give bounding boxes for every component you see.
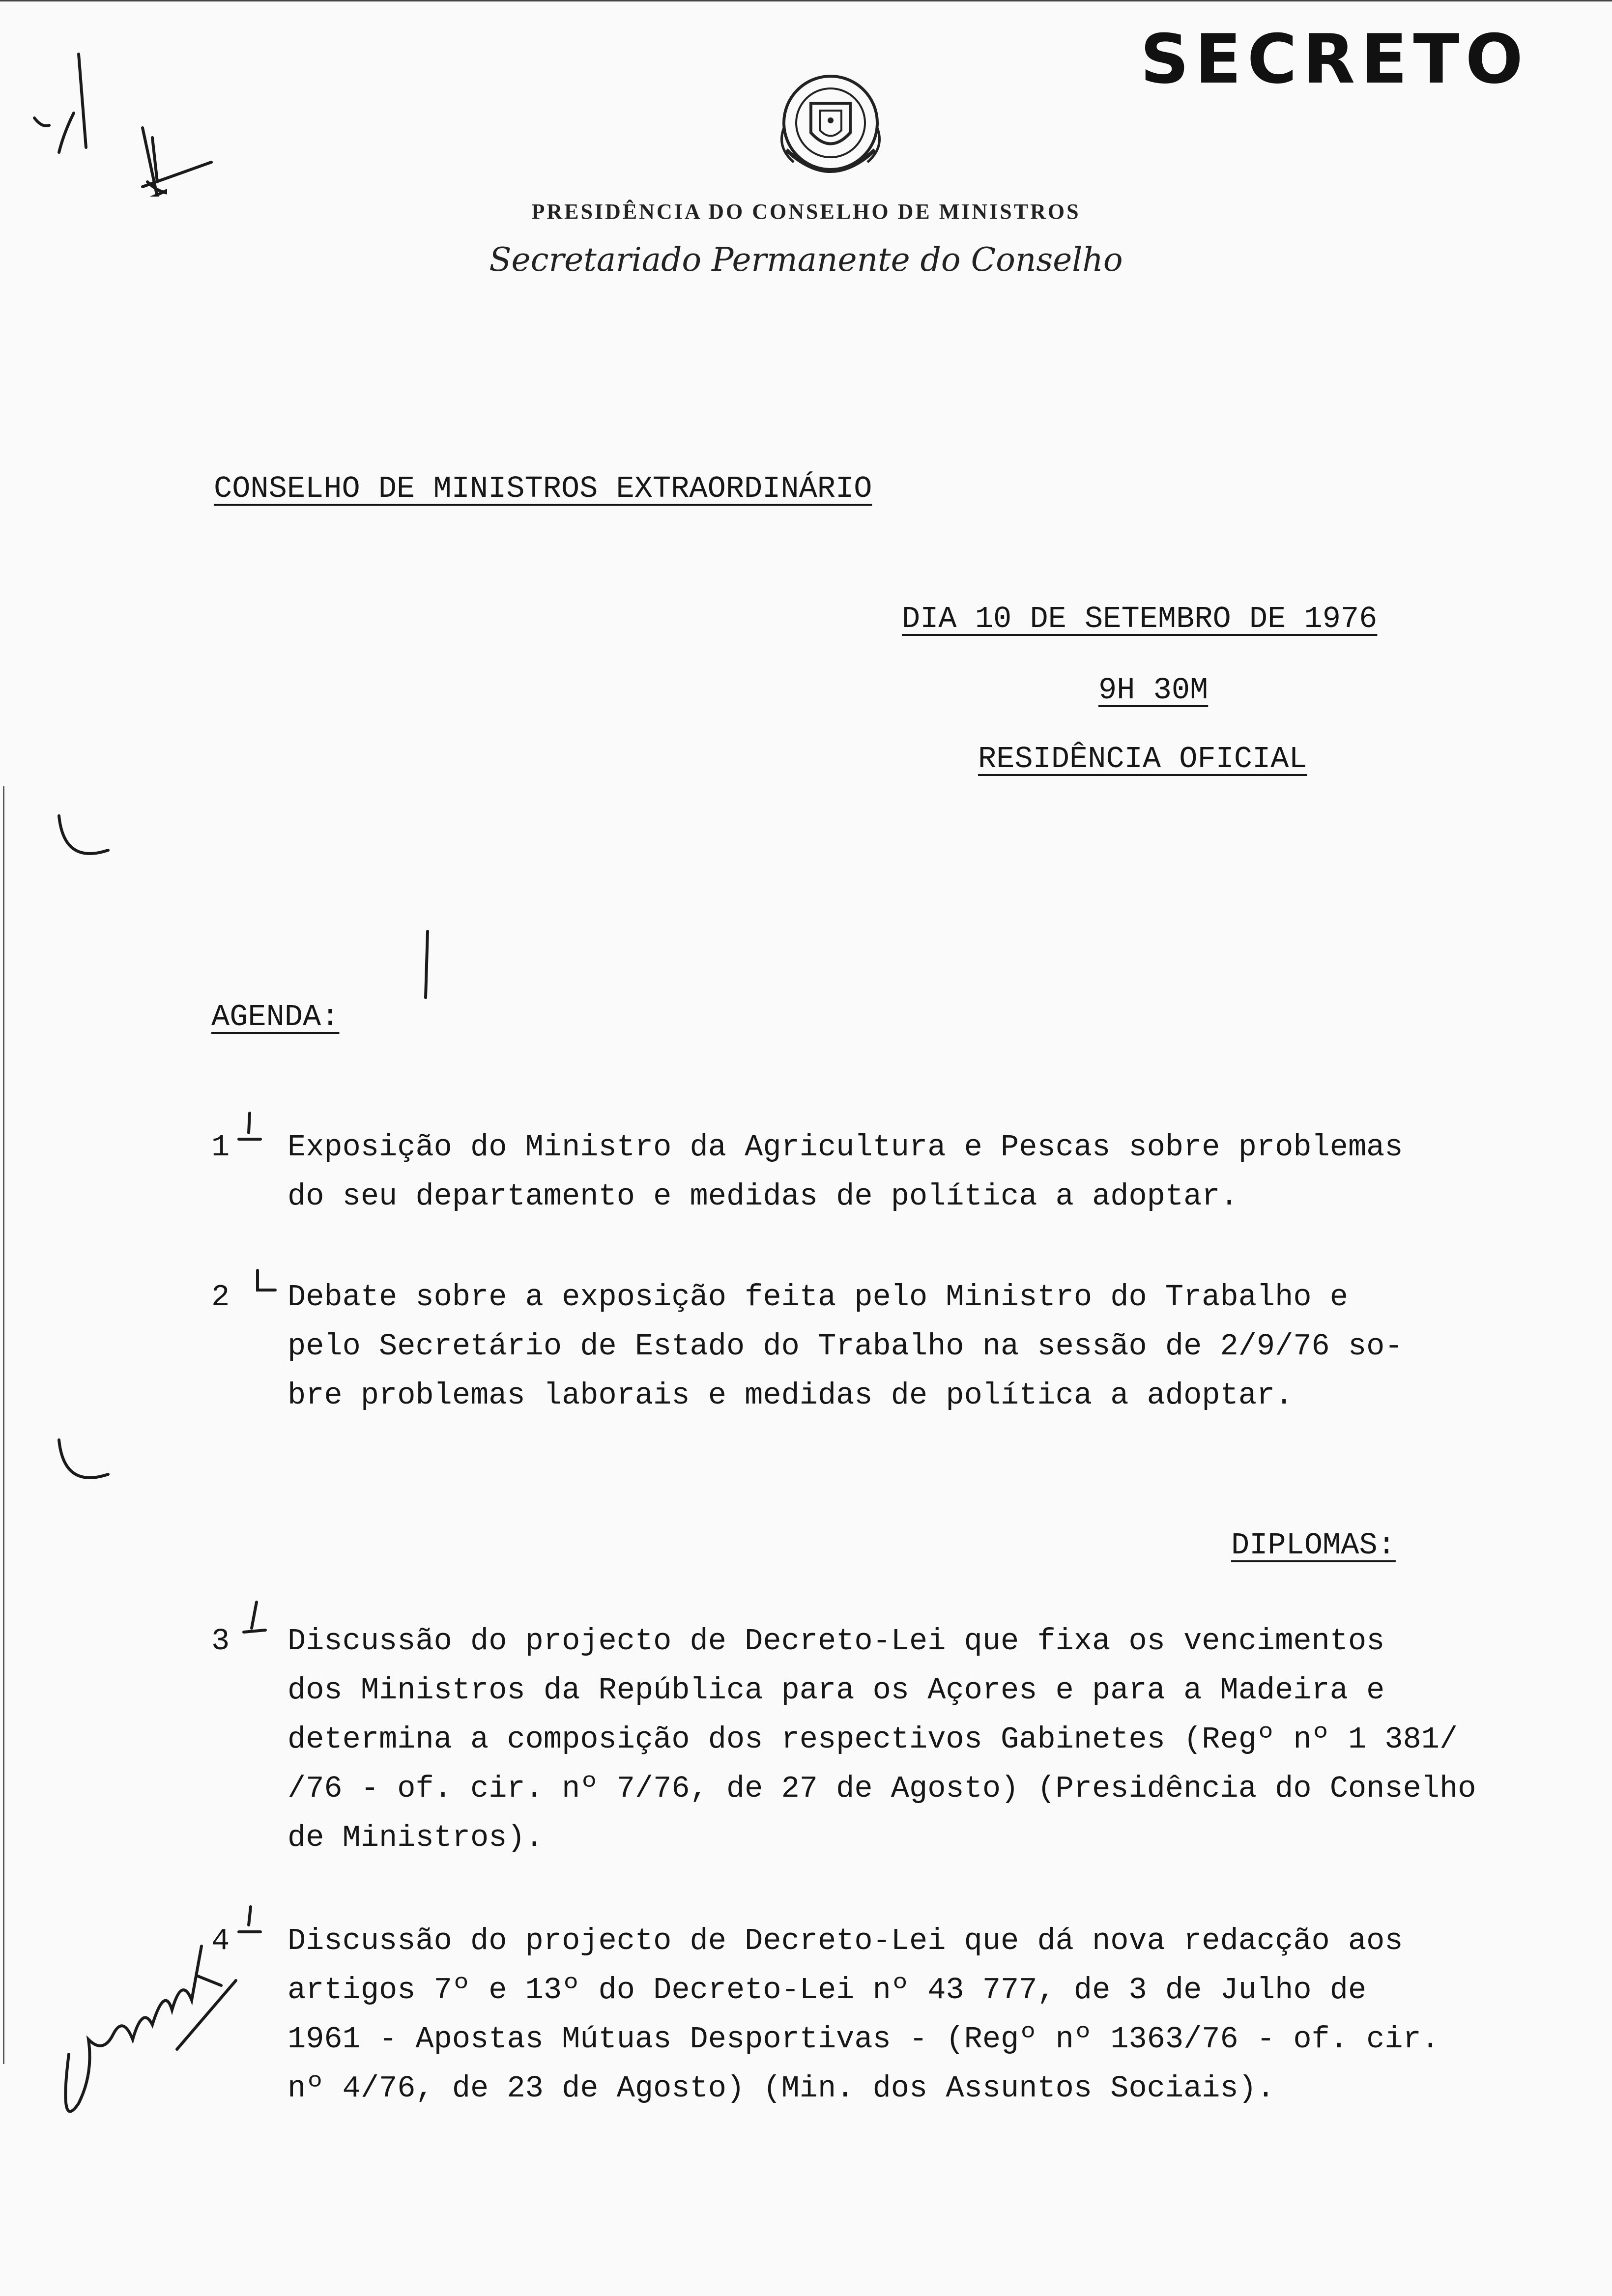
check-tick-icon [240, 1600, 269, 1649]
department-subtitle: Secretariado Permanente do Conselho [489, 241, 1123, 279]
page-top-edge [0, 0, 1612, 1]
item-number: 2 [211, 1280, 230, 1315]
item-text: Exposição do Ministro da Agricultura e Pescas sobre problemas do seu departamento e medidas de política a adoptar. [288, 1130, 1403, 1214]
check-tick-icon [250, 1268, 279, 1307]
agenda-heading: AGENDA: [211, 1000, 340, 1034]
check-tick-icon [235, 1111, 264, 1155]
meeting-location: RESIDÊNCIA OFICIAL [978, 742, 1307, 776]
item-number: 1 [211, 1130, 230, 1165]
handwritten-initial [128, 133, 216, 201]
coat-of-arms-emblem [767, 64, 894, 197]
item-number: 4 [211, 1923, 230, 1958]
meeting-time: 9H 30M [1098, 673, 1209, 708]
page-left-edge [3, 786, 4, 2064]
meeting-title: CONSELHO DE MINISTROS EXTRAORDINÁRIO [214, 471, 872, 506]
binder-hole-mark [49, 811, 118, 870]
institution-title: PRESIDÊNCIA DO CONSELHO DE MINISTROS [531, 200, 1081, 224]
item-text: Debate sobre a exposição feita pelo Ministro do Trabalho e pelo Secretário de Estado do Trabalho na sessão de 2/9/76 so- bre problemas laborais e medidas de política a adoptar. [288, 1280, 1403, 1413]
binder-hole-mark [49, 1435, 118, 1494]
item-number: 3 [211, 1624, 230, 1659]
meeting-date: DIA 10 DE SETEMBRO DE 1976 [902, 602, 1378, 636]
margin-stroke [408, 929, 447, 1017]
item-text: Discussão do projecto de Decreto-Lei que dá nova redacção aos artigos 7º e 13º do Decreto-Lei nº 43 777, de 3 de Julho de 1961 - Apostas Mútuas Desportivas - (Regº nº 1363/76 - of. cir. nº 4/76, de 23 de Agosto) (Min. dos Assuntos Sociais). [288, 1923, 1439, 2106]
diplomas-heading: DIPLOMAS: [1231, 1528, 1396, 1563]
handwritten-approval-signature [49, 1926, 246, 2143]
secret-stamp: SECRETO [1140, 20, 1529, 99]
item-text: Discussão do projecto de Decreto-Lei que fixa os vencimentos dos Ministros da República para os Açores e para a Madeira e determina a composição dos respectivos Gabinetes (Regº nº 1 381/ /76 - of. cir. nº 7/76, de 27 de Agosto) (Presidência do Conselho de Ministros). [288, 1624, 1476, 1855]
